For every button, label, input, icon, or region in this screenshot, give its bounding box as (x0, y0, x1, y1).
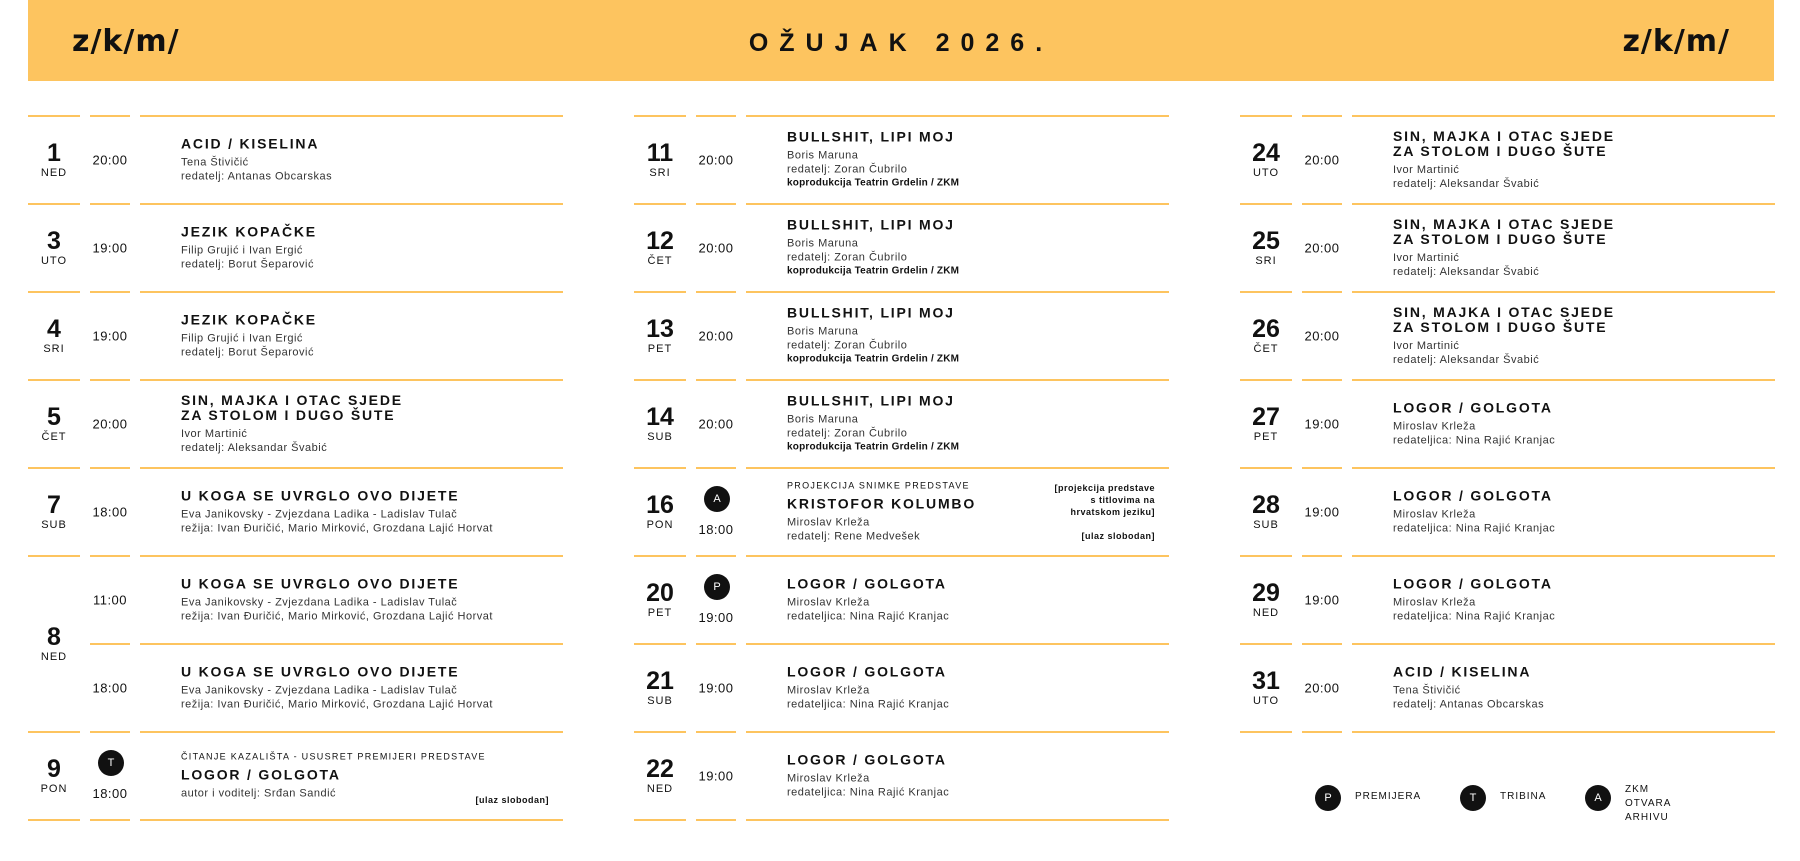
event-time: 11:00 (92, 592, 128, 608)
event-title: U KOGA SE UVRGLO OVO DIJETE (181, 487, 460, 504)
event-coproduction: koprodukcija Teatrin Grdelin / ZKM (787, 177, 960, 189)
divider (634, 819, 686, 821)
event-credit: redatelj: Zoran Čubrilo (787, 339, 908, 352)
date-day: 31 (1252, 667, 1280, 695)
event-credit: režija: Ivan Đuričić, Mario Mirković, Grozdana Lajić Horvat (181, 698, 493, 711)
event-date (634, 228, 686, 268)
divider (1240, 731, 1292, 733)
date-day: 3 (47, 227, 61, 255)
event-title: KRISTOFOR KOLUMBO (787, 495, 977, 512)
schedule-column (28, 116, 563, 820)
date-day: 28 (1252, 491, 1280, 519)
event-time: 19:00 (1304, 592, 1340, 608)
event-date (634, 492, 686, 532)
event-note: [projekcija predstave s titlovima na hrvatskom jeziku] (1054, 483, 1155, 517)
date-weekday: NED (1252, 607, 1280, 619)
event-credit: Filip Grujić i Ivan Ergić (181, 332, 303, 345)
event-credit: Eva Janikovsky - Zvjezdana Ladika - Ladislav Tulač (181, 684, 458, 697)
date-weekday: PON (646, 519, 674, 531)
event-credit: Filip Grujić i Ivan Ergić (181, 244, 303, 257)
event-date (1240, 492, 1292, 532)
event-title: LOGOR / GOLGOTA (181, 766, 341, 783)
date-weekday: PON (40, 783, 68, 795)
event-credit: Miroslav Krleža (787, 596, 870, 609)
event-time: 20:00 (698, 152, 734, 168)
event-info (181, 393, 549, 455)
event-credit: Miroslav Krleža (787, 772, 870, 785)
event-title: LOGOR / GOLGOTA (787, 751, 947, 768)
divider (634, 115, 686, 117)
date-day: 9 (47, 755, 61, 783)
event-info (1393, 305, 1761, 367)
event-credit: Ivor Martinić (1393, 340, 1460, 352)
event-time: 19:00 (92, 240, 128, 256)
date-weekday: UTO (40, 255, 68, 267)
schedule-entry (1240, 468, 1775, 556)
event-info (1393, 489, 1761, 536)
event-title: JEZIK KOPAČKE (181, 223, 317, 240)
schedule-entry (28, 732, 563, 820)
event-title: LOGOR / GOLGOTA (787, 575, 947, 592)
zkm-logo: z/k/m/ (1622, 24, 1730, 59)
date-day: 1 (47, 139, 61, 167)
date-day: 12 (646, 227, 674, 255)
date-weekday: UTO (1252, 167, 1280, 179)
event-time: 20:00 (698, 416, 734, 432)
event-info (181, 577, 549, 624)
badge-a-icon: A (704, 486, 730, 512)
date-day: 24 (1252, 139, 1280, 167)
event-time: 18:00 (92, 504, 128, 520)
event-info (787, 577, 1155, 624)
event-date (1240, 140, 1292, 180)
date-day: 7 (47, 491, 61, 519)
event-info (1393, 217, 1761, 279)
schedule-column (1240, 116, 1775, 732)
header-banner (28, 0, 1774, 81)
date-day: 21 (646, 667, 674, 695)
schedule-entry (634, 292, 1169, 380)
schedule-entry (634, 204, 1169, 292)
schedule-entry (634, 468, 1169, 556)
event-title: ACID / KISELINA (1393, 663, 1532, 680)
divider (696, 115, 736, 117)
event-credit: redatelj: Zoran Čubrilo (787, 427, 908, 440)
event-date (1240, 668, 1292, 708)
event-date (28, 228, 80, 268)
event-time: 19:00 (1304, 416, 1340, 432)
event-date (1240, 228, 1292, 268)
event-info (181, 665, 549, 712)
date-weekday: NED (40, 167, 68, 179)
divider (140, 819, 563, 821)
event-date (28, 404, 80, 444)
divider (1352, 731, 1775, 733)
event-info (787, 130, 1155, 191)
event-title: BULLSHIT, LIPI MOJ (787, 216, 955, 233)
schedule-entry (1240, 380, 1775, 468)
schedule-entry (634, 732, 1169, 820)
date-weekday: SRI (43, 343, 65, 355)
event-credit: Boris Maruna (787, 413, 859, 426)
divider (1302, 115, 1342, 117)
event-time: 20:00 (92, 152, 128, 168)
event-coproduction: koprodukcija Teatrin Grdelin / ZKM (787, 441, 960, 453)
event-credit: redatelj: Rene Medvešek (787, 530, 921, 543)
event-time: 19:00 (92, 328, 128, 344)
event-title: LOGOR / GOLGOTA (1393, 575, 1553, 592)
event-date (634, 316, 686, 356)
event-credit: Miroslav Krleža (1393, 508, 1476, 521)
badge-p-icon: P (1315, 785, 1341, 811)
event-date (634, 404, 686, 444)
schedule-entry (1240, 556, 1775, 644)
event-title: U KOGA SE UVRGLO OVO DIJETE (181, 663, 460, 680)
event-info (787, 218, 1155, 279)
event-info (181, 225, 549, 272)
date-day: 27 (1252, 403, 1280, 431)
divider (696, 819, 736, 821)
badge-t-icon: T (1460, 785, 1486, 811)
event-credit: Eva Janikovsky - Zvjezdana Ladika - Ladislav Tulač (181, 596, 458, 609)
date-day: 5 (47, 403, 61, 431)
schedule-column (634, 116, 1169, 820)
event-title: SIN, MAJKA I OTAC SJEDE ZA STOLOM I DUGO ŠUTE (1393, 304, 1615, 335)
date-day: 16 (646, 491, 674, 519)
date-weekday: PET (647, 607, 673, 619)
event-credit: redatelj: Borut Šeparović (181, 346, 314, 359)
event-credit: Miroslav Krleža (787, 684, 870, 697)
event-title: SIN, MAJKA I OTAC SJEDE ZA STOLOM I DUGO ŠUTE (1393, 216, 1615, 247)
event-credit: autor i voditelj: Srđan Sandić (181, 787, 337, 800)
divider (90, 115, 130, 117)
event-time: 18:00 (92, 680, 128, 696)
event-time: 18:00 (698, 522, 734, 537)
event-date (28, 140, 80, 180)
event-title: SIN, MAJKA I OTAC SJEDE ZA STOLOM I DUGO ŠUTE (1393, 128, 1615, 159)
event-time: 20:00 (1304, 152, 1340, 168)
divider (1352, 115, 1775, 117)
event-credit: redateljica: Nina Rajić Kranjac (1393, 522, 1556, 535)
schedule-entry (634, 380, 1169, 468)
divider (746, 115, 1169, 117)
event-time: 18:00 (92, 786, 128, 801)
event-title: BULLSHIT, LIPI MOJ (787, 392, 955, 409)
event-date (28, 624, 80, 664)
event-time: 20:00 (92, 416, 128, 432)
event-credit: redatelj: Aleksandar Švabić (1393, 178, 1540, 190)
date-weekday: NED (646, 783, 674, 795)
event-info (181, 137, 549, 184)
event-time: 20:00 (1304, 328, 1340, 344)
event-time: 20:00 (1304, 240, 1340, 256)
event-credit: režija: Ivan Đuričić, Mario Mirković, Grozdana Lajić Horvat (181, 610, 493, 623)
divider (140, 643, 563, 645)
date-weekday: PET (647, 343, 673, 355)
date-weekday: SUB (647, 431, 673, 443)
event-credit: redateljica: Nina Rajić Kranjac (1393, 610, 1556, 623)
event-coproduction: koprodukcija Teatrin Grdelin / ZKM (787, 265, 960, 277)
divider (1240, 115, 1292, 117)
event-date (28, 316, 80, 356)
schedule-entry (28, 556, 563, 732)
schedule-entry (634, 556, 1169, 644)
badge-t-icon: T (98, 750, 124, 776)
date-day: 4 (47, 315, 61, 343)
event-time: 20:00 (1304, 680, 1340, 696)
schedule-entry (28, 292, 563, 380)
event-credit: Boris Maruna (787, 325, 859, 338)
event-credit: Boris Maruna (787, 149, 859, 162)
event-info (787, 394, 1155, 455)
date-day: 20 (646, 579, 674, 607)
event-credit: redatelj: Zoran Čubrilo (787, 163, 908, 176)
event-credit: Boris Maruna (787, 237, 859, 250)
event-credit: redatelj: Aleksandar Švabić (1393, 266, 1540, 278)
event-title: JEZIK KOPAČKE (181, 311, 317, 328)
event-info (1393, 401, 1761, 448)
schedule-entry (1240, 644, 1775, 732)
badge-p-icon: P (704, 574, 730, 600)
event-credit: Ivor Martinić (1393, 164, 1460, 176)
date-weekday: ČET (1253, 343, 1279, 355)
date-day: 26 (1252, 315, 1280, 343)
event-credit: Ivor Martinić (1393, 252, 1460, 264)
legend-label: TRIBINA (1500, 791, 1547, 802)
date-day: 14 (646, 403, 674, 431)
schedule-entry (634, 116, 1169, 204)
event-date (634, 580, 686, 620)
date-weekday: SUB (1253, 519, 1279, 531)
event-time: 19:00 (1304, 504, 1340, 520)
event-info (1393, 577, 1761, 624)
event-credit: Ivor Martinić (181, 428, 248, 440)
badge-a-icon: A (1585, 785, 1611, 811)
date-day: 11 (646, 139, 674, 167)
date-weekday: PET (1253, 431, 1279, 443)
event-credit: režija: Ivan Đuričić, Mario Mirković, Grozdana Lajić Horvat (181, 522, 493, 535)
legend-label: PREMIJERA (1355, 791, 1422, 802)
event-credit: Tena Štivičić (1393, 684, 1461, 697)
event-date (28, 756, 80, 796)
admission-note: [ulaz slobodan] (1081, 531, 1155, 541)
schedule-entry (28, 204, 563, 292)
schedule-entry (1240, 292, 1775, 380)
event-credit: redateljica: Nina Rajić Kranjac (787, 698, 950, 711)
event-date (634, 140, 686, 180)
event-title: SIN, MAJKA I OTAC SJEDE ZA STOLOM I DUGO ŠUTE (181, 392, 403, 423)
date-day: 8 (47, 623, 61, 651)
event-credit: redatelj: Borut Šeparović (181, 258, 314, 271)
zkm-logo: z/k/m/ (72, 24, 180, 59)
event-credit: Tena Štivičić (181, 156, 249, 169)
event-info (787, 665, 1155, 712)
schedule-entry (28, 468, 563, 556)
event-info (181, 313, 549, 360)
schedule-entry (28, 116, 563, 204)
event-info (787, 306, 1155, 367)
event-date (1240, 316, 1292, 356)
event-info (1393, 665, 1761, 712)
event-credit: Miroslav Krleža (787, 516, 870, 529)
schedule-entry (634, 644, 1169, 732)
event-title: ACID / KISELINA (181, 135, 320, 152)
event-credit: redateljica: Nina Rajić Kranjac (787, 610, 950, 623)
event-credit: redateljica: Nina Rajić Kranjac (787, 786, 950, 799)
date-weekday: SUB (41, 519, 67, 531)
event-date (1240, 580, 1292, 620)
schedule-entry (1240, 204, 1775, 292)
event-credit: Eva Janikovsky - Zvjezdana Ladika - Ladislav Tulač (181, 508, 458, 521)
date-weekday: UTO (1252, 695, 1280, 707)
divider (1302, 731, 1342, 733)
legend (1315, 778, 1745, 823)
date-weekday: SUB (647, 695, 673, 707)
date-weekday: SRI (649, 167, 671, 179)
event-title: BULLSHIT, LIPI MOJ (787, 128, 955, 145)
event-credit: Miroslav Krleža (1393, 420, 1476, 433)
event-pretitle: PROJEKCIJA SNIMKE PREDSTAVE (787, 480, 970, 491)
divider (90, 819, 130, 821)
event-title: U KOGA SE UVRGLO OVO DIJETE (181, 575, 460, 592)
event-credit: redatelj: Antanas Obcarskas (181, 170, 333, 183)
event-credit: redatelj: Aleksandar Švabić (1393, 354, 1540, 366)
event-title: LOGOR / GOLGOTA (1393, 487, 1553, 504)
divider (140, 115, 563, 117)
event-credit: redatelj: Antanas Obcarskas (1393, 698, 1545, 711)
divider (28, 115, 80, 117)
page-title: OŽUJAK 2026. (748, 29, 1054, 57)
date-weekday: ČET (647, 255, 673, 267)
event-credit: Miroslav Krleža (1393, 596, 1476, 609)
event-time: 19:00 (698, 610, 734, 625)
event-date (634, 668, 686, 708)
divider (90, 643, 130, 645)
event-title: BULLSHIT, LIPI MOJ (787, 304, 955, 321)
date-weekday: ČET (41, 431, 67, 443)
event-credit: redateljica: Nina Rajić Kranjac (1393, 434, 1556, 447)
event-title: LOGOR / GOLGOTA (1393, 399, 1553, 416)
event-info (787, 753, 1155, 800)
date-weekday: NED (40, 651, 68, 663)
event-credit: redatelj: Zoran Čubrilo (787, 251, 908, 264)
event-time: 20:00 (698, 328, 734, 344)
date-day: 13 (646, 315, 674, 343)
admission-note: [ulaz slobodan] (475, 795, 549, 805)
legend-label: ZKM OTVARA ARHIVU (1625, 784, 1672, 823)
event-time: 19:00 (698, 680, 734, 696)
schedule-entry (1240, 116, 1775, 204)
event-time: 20:00 (698, 240, 734, 256)
divider (746, 819, 1169, 821)
event-info (181, 489, 549, 536)
event-pretitle: ČITANJE KAZALIŠTA - USUSRET PREMIJERI PREDSTAVE (181, 751, 486, 762)
event-time: 19:00 (698, 768, 734, 784)
event-date (634, 756, 686, 796)
event-title: LOGOR / GOLGOTA (787, 663, 947, 680)
event-date (1240, 404, 1292, 444)
divider (28, 819, 80, 821)
event-credit: redatelj: Aleksandar Švabić (181, 442, 328, 454)
date-day: 25 (1252, 227, 1280, 255)
schedule-entry (28, 380, 563, 468)
event-info (1393, 129, 1761, 191)
event-coproduction: koprodukcija Teatrin Grdelin / ZKM (787, 353, 960, 365)
date-day: 22 (646, 755, 674, 783)
date-weekday: SRI (1255, 255, 1277, 267)
date-day: 29 (1252, 579, 1280, 607)
event-date (28, 492, 80, 532)
